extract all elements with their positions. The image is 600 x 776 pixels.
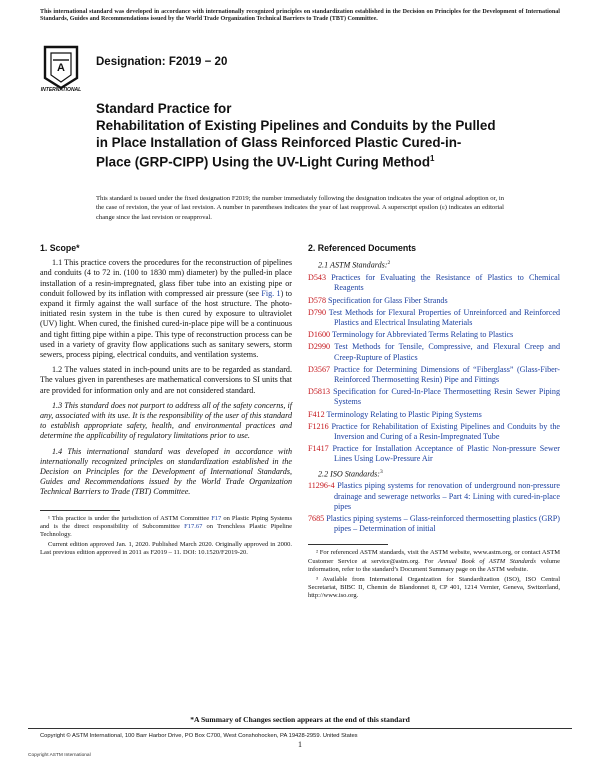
fn2-text-b: volume information, refer to the standard’s Document Summary page on the ASTM website. xyxy=(308,557,560,573)
astm-item xyxy=(308,410,560,420)
astm-code-link[interactable]: F412 xyxy=(308,409,325,419)
left-column xyxy=(40,243,292,559)
f17-link[interactable]: F17 xyxy=(211,514,222,522)
iso-code-link[interactable]: 7685 xyxy=(308,514,325,524)
logo-text: INTERNATIONAL xyxy=(40,87,82,93)
astm-title-link[interactable]: Terminology Relating to Plastic Piping Systems xyxy=(326,409,482,419)
footnote-1-edition: Current edition approved Jan. 1, 2020. Published March 2020. Originally approved in 2000. Last previous edition approved in 2011 as F2019 – 11. DOI: 10.1520/F2019-20. xyxy=(40,540,292,557)
astm-title-link[interactable]: Practices for Evaluating the Resistance of Plastics to Chemical Reagents xyxy=(331,273,561,293)
right-column xyxy=(308,243,560,602)
footnote-2 xyxy=(308,549,560,573)
footnotes-right xyxy=(308,549,560,600)
astm-code-link[interactable]: F1216 xyxy=(308,421,329,431)
fig-1-link[interactable]: Fig. 1 xyxy=(261,288,281,298)
scope-1-3: 1.3 This standard does not purport to address all of the safety concerns, if any, associated with its use. It is the responsibility of the user of this standard to establish appropriate safety, health, and environmental practices and determine the applicability of regulatory limitations prior to use. xyxy=(40,400,292,441)
astm-code-link[interactable]: F1417 xyxy=(308,444,329,454)
fn1-text-a: ¹ This practice is under the jurisdiction of ASTM Committee xyxy=(48,514,212,522)
f17-67-link[interactable]: F17.67 xyxy=(184,522,203,530)
scope-1-1-text-b: ) to expand it firmly against the wall surface of the host structure. The photo-initiated resin system in the tube is then cured by exposure to ultraviolet (UV) light. When cured, the finished cured-in-place pipe will be a continuous and tight fitting pipe within a pipe. This type of reconstruction process can be used in a variety of gravity flow applications such as sanitary sewers, storm sewers, process piping, electrical conduits, and ventilation systems. xyxy=(40,288,292,360)
scope-1-4: 1.4 This international standard was developed in accordance with internationally recognized principles on standardization established in the Decision on Principles for the Development of International Standards, Guides and Recommendations issued by the World Trade Organization Technical Barriers to Trade (TBT) Committee. xyxy=(40,446,292,497)
designation: Designation: F2019 − 20 xyxy=(96,56,228,68)
footnote-1 xyxy=(40,515,292,539)
iso-item xyxy=(308,514,560,534)
astm-code-link[interactable]: D543 xyxy=(308,273,326,283)
iso-reference-list xyxy=(308,481,560,534)
scope-1-1-text-a: 1.1 This practice covers the procedures for the reconstruction of pipelines and conduits (4 to 72 in. (100 to 1830 mm) diameter) by the pulled-in place installation of a resin-impregnated, glass fiber tube into an existing pipe or conduit followed by its inflation with compressed air pressure (see xyxy=(40,258,292,298)
astm-title-link[interactable]: Practice for Rehabilitation of Existing Pipelines and Conduits by the Inversion and Curing of a Resin-Impregnated Tube xyxy=(331,421,560,441)
page-number: 1 xyxy=(298,740,302,749)
iso-label-text: 2.2 ISO Standards: xyxy=(318,469,380,479)
astm-item xyxy=(308,342,560,362)
iso-item xyxy=(308,481,560,512)
svg-text:A: A xyxy=(57,62,65,74)
astm-item xyxy=(308,296,560,306)
astm-title-link[interactable]: Test Methods for Flexural Properties of Unreinforced and Reinforced Plastics and Electrical Insulating Materials xyxy=(328,307,560,327)
wto-notice: This international standard was developed in accordance with internationally recognized principles on standardization established in the Decision on Principles for the Development of International Standards, Guides and Recommendations issued by the World Trade Organization Technical Barriers to Trade (TBT) Committee. xyxy=(40,9,560,23)
astm-title-link[interactable]: Practice for Installation Acceptance of Plastic Non-pressure Sewer Lines Using Low-Pressure Air xyxy=(332,444,560,464)
astm-code-link[interactable]: D1600 xyxy=(308,330,331,340)
footnotes-left xyxy=(40,515,292,557)
astm-title-link[interactable]: Terminology for Abbreviated Terms Relating to Plastics xyxy=(331,330,514,340)
fn2-italic: Annual Book of ASTM Standards xyxy=(438,557,536,565)
footnote-divider-right xyxy=(308,544,388,545)
fn2-text-a: ² For referenced ASTM standards, visit the ASTM website, www.astm.org, or contact ASTM Customer Service at service@astm.org. For xyxy=(308,549,560,565)
referenced-documents-heading: 2. Referenced Documents xyxy=(308,243,417,253)
astm-label-text: 2.1 ASTM Standards: xyxy=(318,260,388,270)
iso-title-link[interactable]: Plastics piping systems for renovation of underground non-pressure drainage and sewerage networks – Part 4: Lining with cured-in-place pipes xyxy=(334,481,560,511)
astm-code-link[interactable]: D5813 xyxy=(308,387,331,397)
astm-code-link[interactable]: D2990 xyxy=(308,342,331,352)
iso-title-link[interactable]: Plastics piping systems – Glass-reinforced thermosetting plastics (GRP) pipes – Determination of initial xyxy=(326,514,560,534)
title-line-1: Standard Practice for xyxy=(96,101,232,116)
astm-title-link[interactable]: Practice for Determining Dimensions of “Fiberglass” (Glass-Fiber-Reinforced Thermosetting Resin) Pipe and Fittings xyxy=(333,364,560,384)
astm-title-link[interactable]: Test Methods for Tensile, Compressive, and Flexural Creep and Creep-Rupture of Plastics xyxy=(334,342,560,362)
summary-of-changes-note: *A Summary of Changes section appears at the end of this standard xyxy=(190,715,410,724)
scope-1-2: 1.2 The values stated in inch-pound units are to be regarded as standard. The values given in parentheses are mathematical conversions to SI units that are provided for information only and are not considered standard. xyxy=(40,365,292,395)
astm-reference-list xyxy=(308,273,560,464)
astm-logo-icon xyxy=(42,44,80,94)
astm-code-link[interactable]: D578 xyxy=(308,295,326,305)
document-title xyxy=(96,101,496,172)
fn1-text-c: on Trenchless Plastic Pipeline Technology. xyxy=(40,522,292,538)
iso-footnote-mark: 3 xyxy=(379,468,383,475)
fn1-text-b: on Plastic Piping Systems and is the direct responsibility of Subcommittee xyxy=(40,514,293,530)
astm-standards-label xyxy=(308,258,560,271)
title-footnote-mark: 1 xyxy=(430,154,435,164)
astm-footnote-mark: 2 xyxy=(387,260,391,267)
astm-item xyxy=(308,444,560,464)
astm-item xyxy=(308,308,560,328)
copyright-line: Copyright © ASTM International, 100 Barr Harbor Drive, PO Box C700, West Conshohocken, PA 19428-2959. United States xyxy=(40,733,358,739)
astm-code-link[interactable]: D3567 xyxy=(308,364,331,374)
astm-item xyxy=(308,365,560,385)
astm-item xyxy=(308,422,560,442)
astm-code-link[interactable]: D790 xyxy=(308,307,326,317)
astm-item xyxy=(308,387,560,407)
iso-standards-label xyxy=(308,467,560,480)
astm-item xyxy=(308,330,560,340)
title-main: Rehabilitation of Existing Pipelines and Conduits by the Pulled in Place Installation of Glass Reinforced Plastic Cured-in-Place (GRP-CIPP) Using the UV-Light Curing Method xyxy=(96,117,496,170)
license-line: Copyright ASTM International xyxy=(28,753,91,758)
astm-title-link[interactable]: Specification for Glass Fiber Strands xyxy=(328,295,448,305)
scope-heading: 1. Scope* xyxy=(40,243,80,253)
iso-code-link[interactable]: 11296-4 xyxy=(308,481,335,491)
astm-title-link[interactable]: Specification for Cured-In-Place Thermosetting Resin Sewer Piping Systems xyxy=(333,387,560,407)
footnote-divider xyxy=(40,510,120,511)
issuance-note: This standard is issued under the fixed designation F2019; the number immediately following the designation indicates the year of original adoption or, in the case of revision, the year of last revision. A number in parentheses indicates the year of last reapproval. A superscript epsilon (ε) indicates an editorial change since the last revision or reapproval. xyxy=(96,195,504,221)
footer-divider xyxy=(28,728,572,729)
astm-item xyxy=(308,273,560,293)
footnote-3: ³ Available from International Organization for Standardization (ISO), ISO Central Secretariat, BIBC II, Chemin de Blandonnet 8, CP 401, 1214 Vernier, Geneva, Switzerland, http://www.iso.org. xyxy=(308,575,560,599)
scope-1-1 xyxy=(40,258,292,360)
